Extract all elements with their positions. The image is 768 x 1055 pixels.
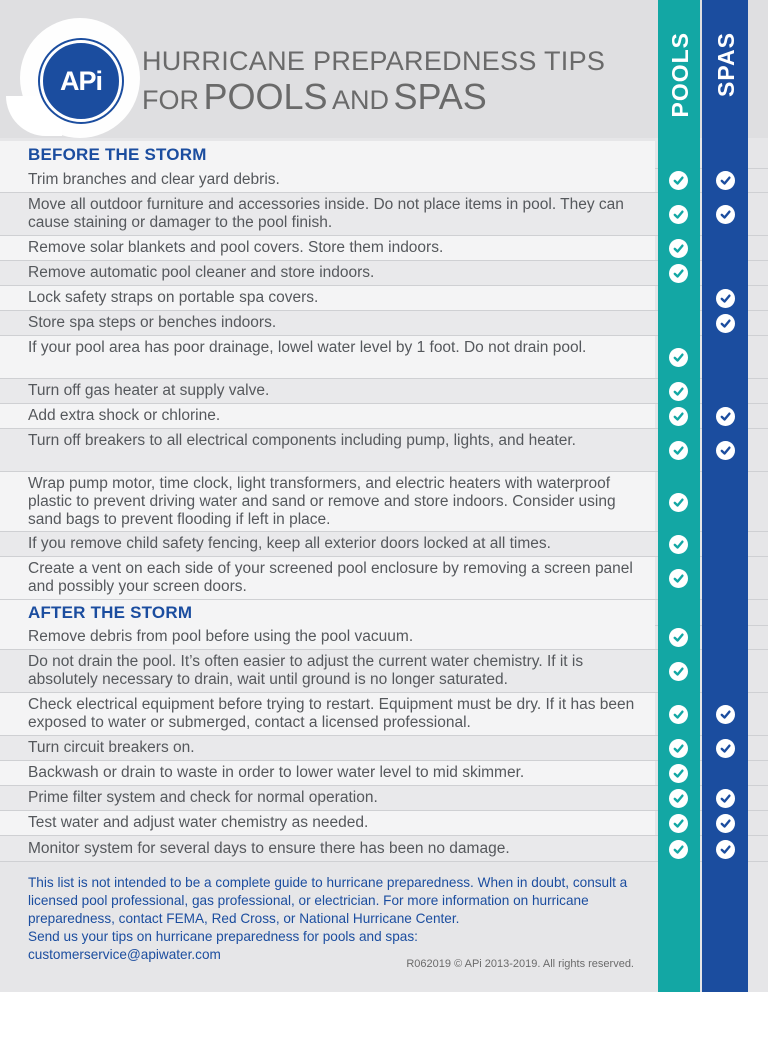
spas-check-icon <box>716 314 735 333</box>
pools-check-icon <box>669 264 688 283</box>
spas-check-icon <box>716 171 735 190</box>
tip-text: Remove solar blankets and pool covers. Store them indoors. <box>28 239 444 256</box>
tip-row <box>0 625 768 650</box>
spas-check-icon <box>716 705 735 724</box>
tip-text: Lock safety straps on portable spa covers. <box>28 289 319 306</box>
pools-check-icon <box>669 789 688 808</box>
tip-text: Remove debris from pool before using the pool vacuum. <box>28 628 414 645</box>
tip-text: Turn off breakers to all electrical components including pump, lights, and heater. <box>28 432 576 449</box>
tip-text: Backwash or drain to waste in order to lower water level to mid skimmer. <box>28 764 525 781</box>
tip-text: Turn circuit breakers on. <box>28 739 195 756</box>
tip-text: Wrap pump motor, time clock, light transformers, and electric heaters with waterproof plastic to prevent driving water and sand or remove and store indoors. Consider using sand bags to prevent flooding if left in place. <box>28 475 616 528</box>
spas-check-icon <box>716 840 735 859</box>
tip-row <box>0 236 768 261</box>
tip-text: Trim branches and clear yard debris. <box>28 171 280 188</box>
tip-row <box>0 311 768 336</box>
tip-text: Check electrical equipment before trying to restart. Equipment must be dry. If it has been exposed to water or submerged, contact a licensed professional. <box>28 696 635 731</box>
pools-check-icon <box>669 814 688 833</box>
tip-text: Store spa steps or benches indoors. <box>28 314 277 331</box>
tip-row <box>0 650 768 693</box>
pools-check-icon <box>669 171 688 190</box>
tip-row <box>0 557 768 600</box>
pools-check-icon <box>669 535 688 554</box>
tip-row <box>0 736 768 761</box>
spas-check-icon <box>716 205 735 224</box>
pools-check-icon <box>669 739 688 758</box>
spas-check-icon <box>716 289 735 308</box>
tip-text: Do not drain the pool. It’s often easier to adjust the current water chemistry. If it is absolutely necessary to drain, wait until ground is no longer saturated. <box>28 653 584 688</box>
tip-row <box>0 429 768 472</box>
pools-column-header: POOLS <box>667 32 693 118</box>
pools-check-icon <box>669 764 688 783</box>
title-spas: SPAS <box>393 76 487 117</box>
tip-row <box>0 761 768 786</box>
pools-check-icon <box>669 705 688 724</box>
section-header-before <box>0 141 768 169</box>
page-title-line1: HURRICANE PREPAREDNESS TIPS <box>142 46 606 76</box>
tip-text: Monitor system for several days to ensure there has been no damage. <box>28 840 510 857</box>
footer-note <box>28 874 638 964</box>
contact-email[interactable]: customerservice@apiwater.com <box>28 947 221 962</box>
tips-request-text: Send us your tips on hurricane preparedness for pools and spas: <box>28 929 418 944</box>
tip-row <box>0 286 768 311</box>
section-header-after <box>0 600 768 626</box>
tip-row <box>0 168 768 193</box>
tip-text: Test water and adjust water chemistry as needed. <box>28 814 369 831</box>
tip-text: Remove automatic pool cleaner and store indoors. <box>28 264 375 281</box>
pools-check-icon <box>669 407 688 426</box>
page-title-line2 <box>142 76 487 118</box>
tip-text: If you remove child safety fencing, keep all exterior doors locked at all times. <box>28 535 551 552</box>
tip-row <box>0 836 768 862</box>
tip-row <box>0 404 768 429</box>
tip-row <box>0 811 768 836</box>
spas-check-icon <box>716 739 735 758</box>
pools-check-icon <box>669 662 688 681</box>
tip-row <box>0 336 768 379</box>
tip-text: Move all outdoor furniture and accessories inside. Do not place items in pool. They can cause staining or damager to the pool finish. <box>28 196 624 231</box>
section-title: AFTER THE STORM <box>28 603 193 622</box>
pools-check-icon <box>669 441 688 460</box>
copyright-text: R062019 © APi 2013-2019. All rights reserved. <box>406 958 634 970</box>
tip-row <box>0 786 768 811</box>
title-and: AND <box>331 85 389 115</box>
pools-check-icon <box>669 348 688 367</box>
tip-row <box>0 472 768 532</box>
title-pools: POOLS <box>203 76 328 117</box>
logo-text: APi <box>59 65 102 96</box>
tip-row <box>0 379 768 404</box>
title-for: FOR <box>142 85 199 115</box>
tip-row <box>0 193 768 236</box>
tip-row <box>0 693 768 736</box>
spas-check-icon <box>716 789 735 808</box>
tip-text: If your pool area has poor drainage, lowel water level by 1 foot. Do not drain pool. <box>28 339 587 356</box>
tip-text: Add extra shock or chlorine. <box>28 407 221 424</box>
api-logo <box>40 40 122 122</box>
disclaimer-text: This list is not intended to be a complete guide to hurricane preparedness. When in doubt, consult a licensed pool professional, gas professional, or electrician. For more information on hurricane preparedness, contact FEMA, Red Cross, or National Hurricane Center. <box>28 875 628 926</box>
tip-text: Turn off gas heater at supply valve. <box>28 382 270 399</box>
spas-column-header: SPAS <box>713 32 739 97</box>
pools-check-icon <box>669 382 688 401</box>
spas-check-icon <box>716 407 735 426</box>
pools-check-icon <box>669 628 688 647</box>
pools-check-icon <box>669 205 688 224</box>
tip-text: Create a vent on each side of your screened pool enclosure by removing a screen panel and possibly your screen doors. <box>28 560 633 595</box>
pools-check-icon <box>669 239 688 258</box>
spas-check-icon <box>716 441 735 460</box>
pools-check-icon <box>669 569 688 588</box>
pools-check-icon <box>669 493 688 512</box>
header <box>0 0 768 138</box>
pools-check-icon <box>669 840 688 859</box>
tip-row <box>0 261 768 286</box>
tip-text: Prime filter system and check for normal operation. <box>28 789 378 806</box>
section-title: BEFORE THE STORM <box>28 145 207 164</box>
footer <box>0 862 656 992</box>
spas-check-icon <box>716 814 735 833</box>
tip-row <box>0 532 768 557</box>
